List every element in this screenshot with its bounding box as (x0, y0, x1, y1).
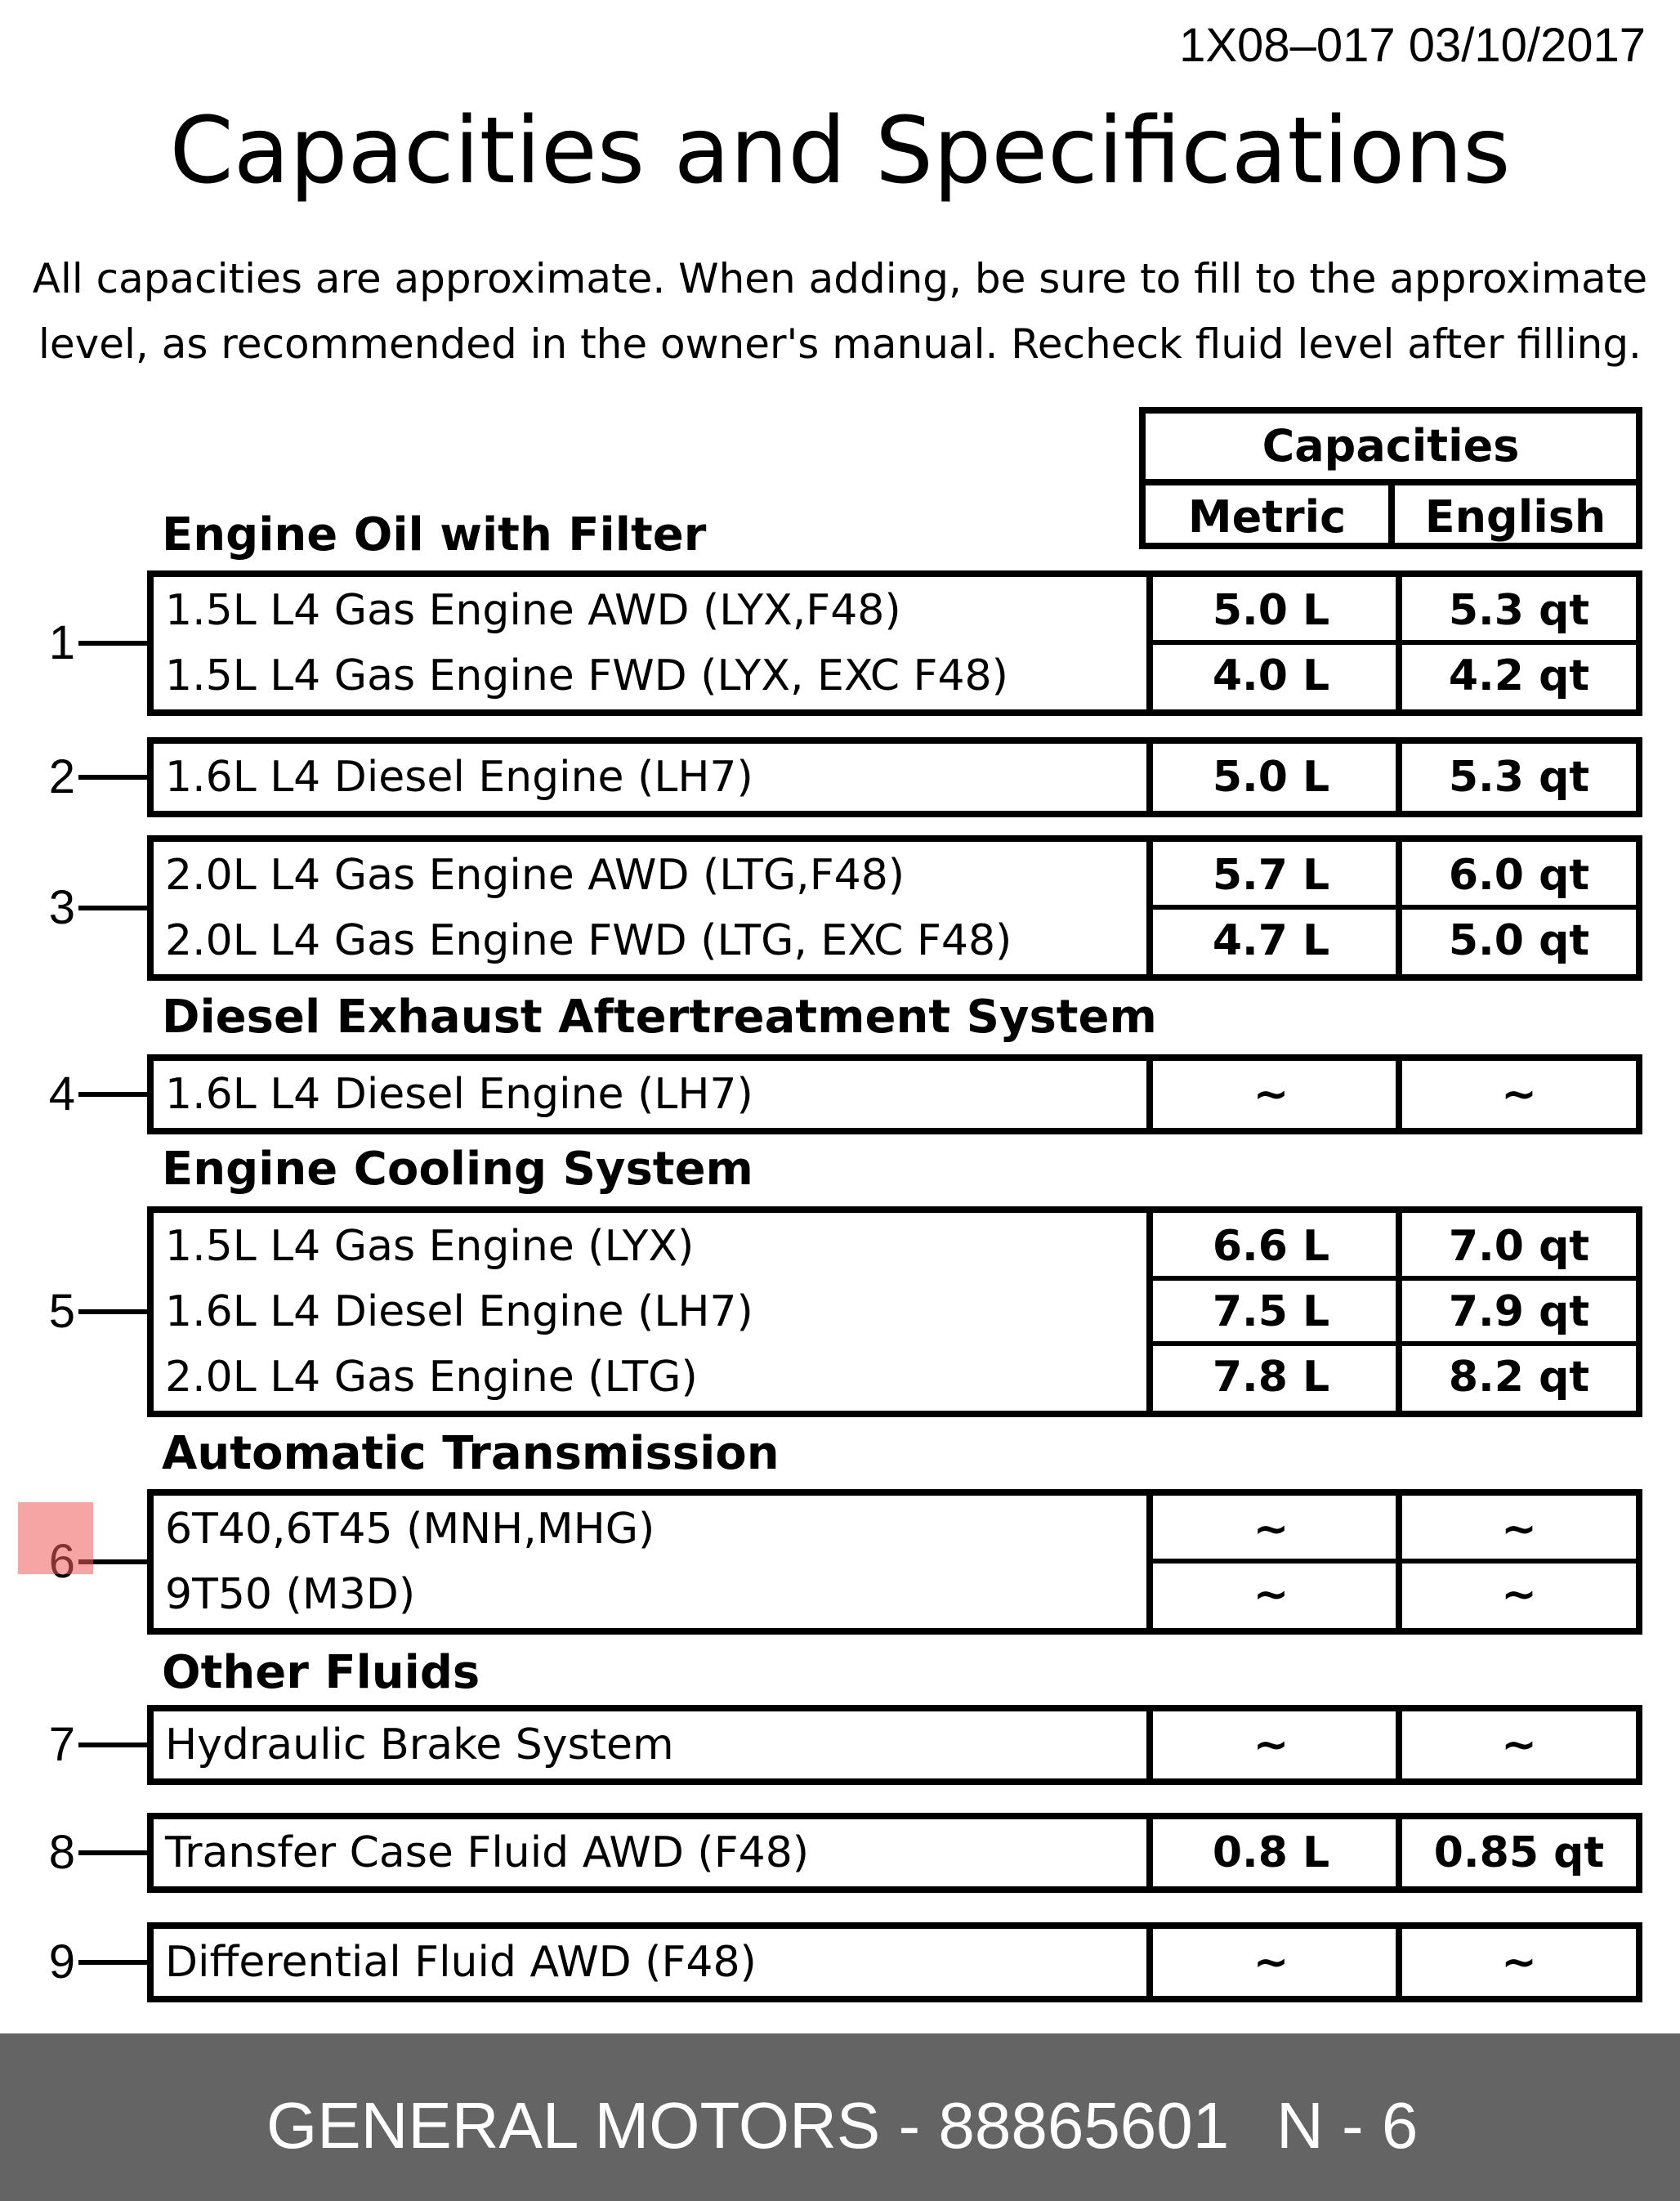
row-divider (1146, 640, 1636, 645)
capacity-group-5 (147, 1206, 1642, 1417)
english-value: ~ (1501, 1720, 1537, 1769)
row-label: 9T50 (M3D) (165, 1570, 416, 1619)
table-row (154, 644, 1636, 708)
capacity-group-1 (147, 570, 1642, 716)
row-divider (1146, 1276, 1636, 1281)
row-label: 1.6L L4 Diesel Engine (LH7) (165, 753, 753, 802)
callout-leader-line (78, 1742, 149, 1747)
callout-number: 9 (48, 1935, 75, 1989)
table-row (154, 1062, 1636, 1126)
metric-value: ~ (1253, 1505, 1289, 1554)
row-label: 1.5L L4 Gas Engine AWD (LYX,F48) (165, 586, 901, 635)
english-column-header: English (1424, 491, 1606, 543)
callout-leader-line (78, 1309, 149, 1314)
table-row (154, 1713, 1636, 1777)
row-label: Differential Fluid AWD (F48) (165, 1938, 757, 1987)
callout-leader-line (78, 906, 149, 910)
metric-value: ~ (1253, 1938, 1289, 1987)
row-divider (1146, 1341, 1636, 1346)
section-other-fluids: Other Fluids (162, 1646, 480, 1699)
english-value: ~ (1501, 1505, 1537, 1554)
table-row (154, 1821, 1636, 1885)
metric-value: ~ (1253, 1720, 1289, 1769)
row-label: 2.0L L4 Gas Engine (LTG) (165, 1353, 698, 1402)
english-value: 7.9 qt (1448, 1287, 1590, 1336)
capacity-group-3 (147, 835, 1642, 981)
metric-value: 0.8 L (1212, 1828, 1330, 1877)
table-row (154, 579, 1636, 642)
capacity-group-9 (147, 1922, 1642, 2002)
table-row (154, 1280, 1636, 1344)
capacities-title: Capacities (1146, 414, 1636, 485)
table-row (154, 1930, 1636, 1994)
capacities-header (1139, 407, 1642, 549)
section-cooling: Engine Cooling System (162, 1143, 753, 1196)
metric-value: 7.8 L (1212, 1353, 1330, 1402)
english-value: ~ (1501, 1938, 1537, 1987)
callout-leader-line (78, 1850, 149, 1855)
table-row (154, 1345, 1636, 1409)
row-label: Transfer Case Fluid AWD (F48) (165, 1828, 810, 1877)
english-value: 4.2 qt (1448, 651, 1590, 700)
row-label: 1.5L L4 Gas Engine (LYX) (165, 1222, 695, 1271)
table-row (154, 1563, 1636, 1626)
english-value: 5.3 qt (1448, 753, 1590, 802)
row-divider (1146, 1559, 1636, 1564)
footer-publisher: GENERAL MOTORS - 88865601 (266, 2089, 1230, 2162)
metric-value: 6.6 L (1212, 1222, 1330, 1271)
metric-value: 5.7 L (1212, 851, 1330, 900)
english-value: 8.2 qt (1448, 1353, 1590, 1402)
row-label: 2.0L L4 Gas Engine FWD (LTG, EXC F48) (165, 916, 1012, 965)
capacity-group-6 (147, 1489, 1642, 1635)
capacity-group-8 (147, 1813, 1642, 1893)
metric-value: ~ (1253, 1570, 1289, 1619)
callout-number: 8 (48, 1826, 75, 1879)
section-def: Diesel Exhaust Aftertreatment System (162, 991, 1157, 1044)
capacity-group-7 (147, 1705, 1642, 1785)
row-label: 1.5L L4 Gas Engine FWD (LYX, EXC F48) (165, 651, 1008, 700)
callout-number: 4 (48, 1067, 75, 1121)
footer-page-number: N - 6 (1276, 2089, 1419, 2162)
english-value: 6.0 qt (1448, 851, 1590, 900)
english-value: ~ (1501, 1070, 1537, 1119)
metric-value: 7.5 L (1212, 1287, 1330, 1336)
metric-value: 4.0 L (1212, 651, 1330, 700)
callout-leader-line (78, 641, 149, 646)
metric-value: 5.0 L (1212, 753, 1330, 802)
row-label: 6T40,6T45 (MNH,MHG) (165, 1505, 655, 1554)
table-row (154, 1215, 1636, 1278)
callout-number: 1 (48, 616, 75, 669)
callout-leader-line (78, 775, 149, 780)
metric-column-header: Metric (1146, 485, 1395, 543)
english-value: 5.0 qt (1448, 916, 1590, 965)
metric-value: ~ (1253, 1070, 1289, 1119)
callout-number: 2 (48, 750, 75, 803)
capacity-group-2 (147, 737, 1642, 817)
english-value: ~ (1501, 1570, 1537, 1619)
row-label: Hydraulic Brake System (165, 1720, 674, 1769)
callout-leader-line (78, 1960, 149, 1965)
row-label: 1.6L L4 Diesel Engine (LH7) (165, 1287, 753, 1336)
metric-value: 4.7 L (1212, 916, 1330, 965)
row-label: 1.6L L4 Diesel Engine (LH7) (165, 1070, 753, 1119)
capacity-group-4 (147, 1054, 1642, 1134)
page-title: Capacities and Specifications (169, 98, 1511, 204)
row-divider (1146, 905, 1636, 910)
english-value: 7.0 qt (1448, 1222, 1590, 1271)
table-row (154, 909, 1636, 973)
table-row (154, 1497, 1636, 1561)
table-row (154, 745, 1636, 809)
english-value: 5.3 qt (1448, 586, 1590, 635)
intro-line-1: All capacities are approximate. When adding, be sure to fill to the approximate (32, 255, 1648, 302)
document-id: 1X08–017 03/10/2017 (1179, 19, 1646, 72)
callout-number: 5 (48, 1285, 75, 1338)
highlight-marker (18, 1502, 93, 1574)
section-transmission: Automatic Transmission (162, 1427, 780, 1480)
callout-number: 3 (48, 881, 75, 934)
section-engine-oil: Engine Oil with Filter (162, 508, 707, 561)
callout-leader-line (78, 1092, 149, 1097)
intro-line-2: level, as recommended in the owner's manual. Recheck fluid level after filling. (38, 320, 1642, 368)
metric-value: 5.0 L (1212, 586, 1330, 635)
english-value: 0.85 qt (1433, 1828, 1605, 1877)
table-row (154, 843, 1636, 907)
callout-number: 7 (48, 1718, 75, 1771)
row-label: 2.0L L4 Gas Engine AWD (LTG,F48) (165, 851, 905, 900)
